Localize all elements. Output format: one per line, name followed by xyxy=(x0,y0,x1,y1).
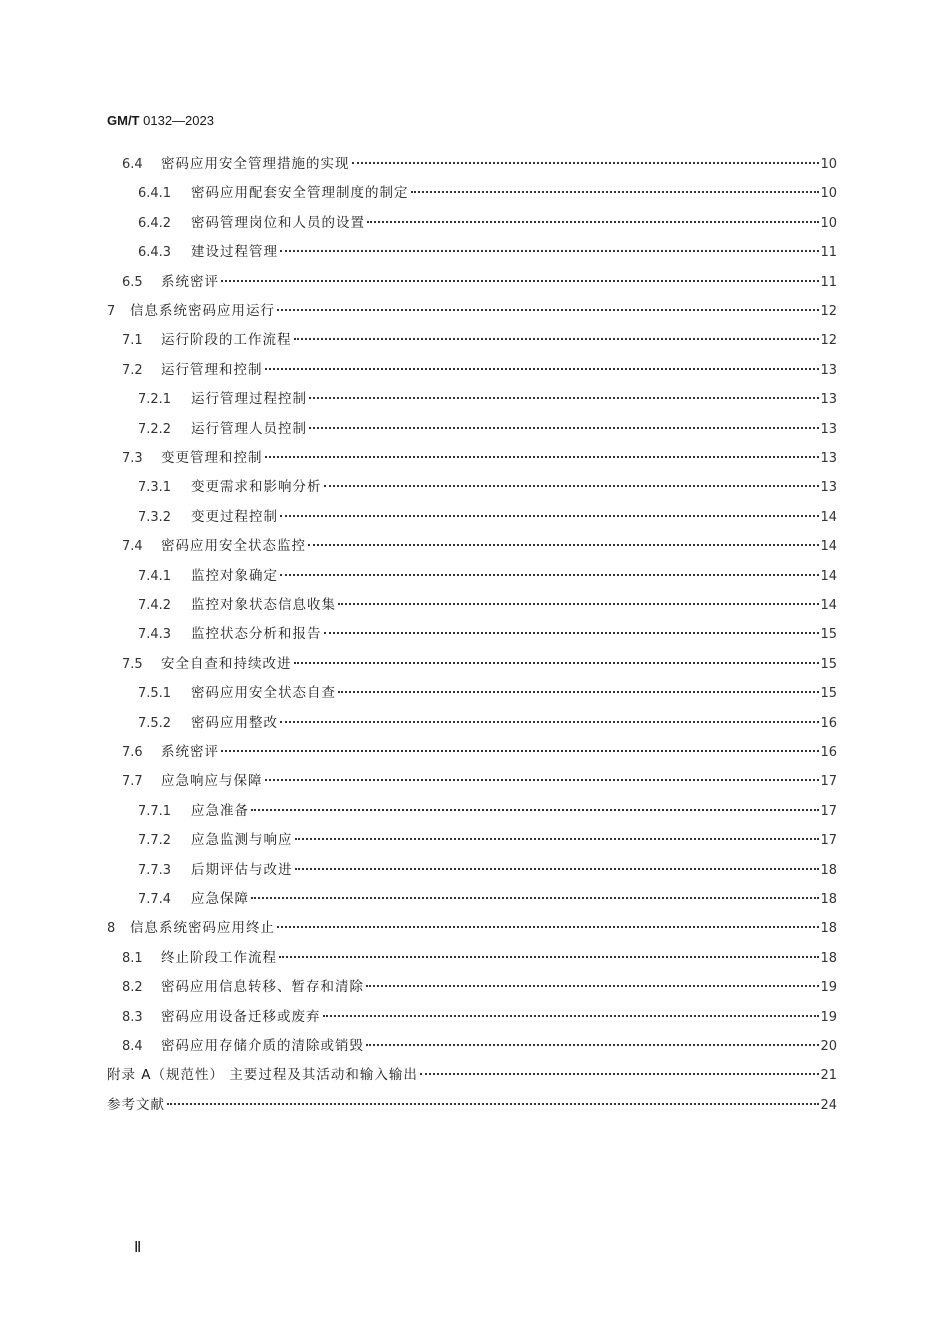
toc-entry-number: 7.2.1 xyxy=(138,392,172,408)
toc-entry-title: 终止阶段工作流程 xyxy=(161,949,277,966)
toc-entry[interactable] xyxy=(138,387,837,409)
toc-entry-number: 6.4.2 xyxy=(138,215,172,231)
toc-entry-number: 7.1 xyxy=(122,333,143,349)
toc-dot-leader xyxy=(265,368,820,370)
toc-entry-page: 14 xyxy=(820,568,837,584)
toc-entry-title: 监控对象状态信息收集 xyxy=(191,597,336,613)
standard-number: 0132—2023 xyxy=(143,113,214,128)
toc-entry-number: 6.4.3 xyxy=(138,245,172,261)
toc-entry-title: 密码应用安全状态自查 xyxy=(191,685,336,702)
toc-dot-leader xyxy=(323,1015,820,1017)
toc-entry-title: 运行管理过程控制 xyxy=(191,391,307,408)
toc-dot-leader xyxy=(280,515,819,517)
toc-dot-leader xyxy=(338,691,819,693)
toc-dot-leader xyxy=(294,338,820,340)
toc-entry[interactable] xyxy=(107,916,837,938)
toc-entry-page: 14 xyxy=(820,598,837,613)
toc-entry[interactable] xyxy=(138,475,837,497)
toc-entry-title: 运行管理和控制 xyxy=(161,361,263,378)
toc-entry-title: 密码应用存储介质的清除或销毁 xyxy=(161,1038,364,1054)
toc-entry-number: 8.1 xyxy=(122,950,143,966)
toc-dot-leader xyxy=(295,838,820,840)
toc-entry-page: 13 xyxy=(820,480,837,496)
toc-dot-leader xyxy=(366,1044,819,1046)
toc-entry[interactable] xyxy=(138,240,837,262)
toc-entry-page: 18 xyxy=(820,950,837,966)
toc-entry-title: 监控状态分析和报告 xyxy=(191,626,322,643)
toc-entry-title: 监控对象确定 xyxy=(191,567,278,584)
toc-entry-number: 7.3.2 xyxy=(138,509,172,525)
toc-entry-title: 应急监测与响应 xyxy=(191,832,293,849)
toc-entry-page: 15 xyxy=(820,686,837,702)
toc-entry-page: 17 xyxy=(820,833,837,849)
toc-entry[interactable] xyxy=(138,711,837,733)
toc-entry-page: 11 xyxy=(820,245,837,261)
toc-entry-number: 7.6 xyxy=(122,745,143,760)
toc-entry-page: 12 xyxy=(820,333,837,349)
toc-entry[interactable] xyxy=(138,593,837,615)
toc-entry-number: 8.3 xyxy=(122,1009,143,1025)
toc-dot-leader xyxy=(265,456,820,458)
page-number: Ⅱ xyxy=(134,1240,142,1256)
toc-entry-page: 13 xyxy=(820,421,837,437)
toc-entry-number: 7.7.4 xyxy=(138,892,172,907)
toc-entry-page: 18 xyxy=(820,921,837,937)
toc-entry[interactable] xyxy=(138,681,837,703)
toc-entry[interactable] xyxy=(138,858,837,880)
toc-entry-title: 运行阶段的工作流程 xyxy=(161,332,292,349)
toc-entry-page: 20 xyxy=(820,1039,837,1054)
toc-entry-title: 密码应用配套安全管理制度的制定 xyxy=(191,185,409,202)
toc-entry-page: 17 xyxy=(820,803,837,819)
toc-entry-number: 7.7.2 xyxy=(138,833,172,849)
toc-entry-title: 应急保障 xyxy=(191,891,249,907)
toc-entry-title: 运行管理人员控制 xyxy=(191,420,307,437)
toc-entry[interactable] xyxy=(107,1063,837,1085)
toc-entry-title: 系统密评 xyxy=(161,744,219,760)
toc-dot-leader xyxy=(251,809,819,811)
toc-entry-title: 参考文献 xyxy=(107,1096,165,1113)
toc-entry[interactable] xyxy=(107,1093,837,1115)
toc-entry-page: 11 xyxy=(820,274,837,290)
toc-dot-leader xyxy=(324,485,820,487)
toc-entry-title: 应急响应与保障 xyxy=(161,773,263,790)
toc-entry[interactable] xyxy=(122,975,837,997)
toc-dot-leader xyxy=(279,956,819,958)
toc-entry-page: 14 xyxy=(820,509,837,525)
toc-entry-title: 密码应用安全管理措施的实现 xyxy=(161,156,350,172)
toc-dot-leader xyxy=(280,574,819,576)
toc-entry-page: 16 xyxy=(820,745,837,760)
toc-entry-number: 7.7.3 xyxy=(138,862,172,878)
toc-entry[interactable] xyxy=(122,358,837,380)
toc-entry-number: 7.4.1 xyxy=(138,568,172,584)
toc-entry-page: 13 xyxy=(820,451,837,466)
toc-entry-number: 7.4 xyxy=(122,539,143,555)
toc-entry-title: 密码管理岗位和人员的设置 xyxy=(191,214,365,231)
toc-entry-number: 7.5 xyxy=(122,656,143,672)
toc-dot-leader xyxy=(265,779,820,781)
toc-dot-leader xyxy=(167,1103,819,1105)
toc-entry-page: 18 xyxy=(820,862,837,878)
toc-entry-number: 7.3 xyxy=(122,451,143,466)
toc-entry[interactable] xyxy=(122,769,837,791)
toc-entry[interactable] xyxy=(122,652,837,674)
toc-entry-page: 12 xyxy=(820,304,837,319)
toc-entry[interactable] xyxy=(138,417,837,439)
toc-entry[interactable] xyxy=(122,946,837,968)
toc-entry-page: 21 xyxy=(820,1068,837,1084)
toc-entry[interactable] xyxy=(138,505,837,527)
toc-entry-number: 7.4.3 xyxy=(138,627,172,643)
toc-dot-leader xyxy=(251,897,819,899)
toc-entry-page: 24 xyxy=(820,1097,837,1113)
toc-entry-title: 信息系统密码应用终止 xyxy=(130,920,275,937)
toc-entry[interactable] xyxy=(138,181,837,203)
toc-entry-page: 19 xyxy=(820,1009,837,1025)
toc-entry[interactable] xyxy=(138,887,837,909)
toc-dot-leader xyxy=(277,926,819,928)
toc-dot-leader xyxy=(367,221,819,223)
toc-entry-title: 附录 A（规范性） 主要过程及其活动和输入输出 xyxy=(107,1067,418,1084)
toc-dot-leader xyxy=(324,632,820,634)
toc-dot-leader xyxy=(277,309,819,311)
toc-entry-number: 6.5 xyxy=(122,274,143,290)
toc-entry-number: 7.2.2 xyxy=(138,421,172,437)
toc-entry[interactable] xyxy=(122,1005,837,1027)
toc-dot-leader xyxy=(294,662,820,664)
toc-entry-page: 15 xyxy=(820,656,837,672)
toc-entry-page: 17 xyxy=(820,774,837,790)
toc-dot-leader xyxy=(221,750,819,752)
toc-entry-number: 7.3.1 xyxy=(138,480,172,496)
toc-dot-leader xyxy=(420,1073,820,1075)
toc-entry[interactable] xyxy=(122,152,837,174)
toc-entry[interactable] xyxy=(122,534,837,556)
toc-entry-page: 18 xyxy=(820,892,837,907)
toc-entry-page: 19 xyxy=(820,980,837,996)
toc-dot-leader xyxy=(221,280,819,282)
toc-entry-title: 变更过程控制 xyxy=(191,508,278,525)
toc-entry-number: 7.5.1 xyxy=(138,686,172,702)
toc-entry[interactable] xyxy=(107,299,837,321)
toc-entry-page: 14 xyxy=(820,539,837,555)
toc-entry-number: 7.2 xyxy=(122,362,143,378)
toc-entry-title: 信息系统密码应用运行 xyxy=(130,303,275,319)
toc-entry-number: 8.2 xyxy=(122,980,143,996)
toc-entry-page: 13 xyxy=(820,392,837,408)
toc-entry-number: 7 xyxy=(107,304,116,319)
toc-entry[interactable] xyxy=(138,622,837,644)
toc-dot-leader xyxy=(338,603,819,605)
toc-entry-title: 密码应用设备迁移或废弃 xyxy=(161,1008,321,1025)
toc-entry[interactable] xyxy=(122,1034,837,1056)
toc-dot-leader xyxy=(366,985,819,987)
toc-entry-page: 13 xyxy=(820,362,837,378)
toc-entry-title: 安全自查和持续改进 xyxy=(161,655,292,672)
toc-entry[interactable] xyxy=(122,740,837,762)
toc-entry-title: 系统密评 xyxy=(161,273,219,290)
toc-entry[interactable] xyxy=(122,270,837,292)
standard-code: GM/T xyxy=(107,113,140,128)
toc-entry-title: 密码应用整改 xyxy=(191,714,278,731)
toc-entry-page: 16 xyxy=(820,715,837,731)
toc-entry-number: 7.4.2 xyxy=(138,598,172,613)
toc-dot-leader xyxy=(280,721,819,723)
toc-entry-number: 7.5.2 xyxy=(138,715,172,731)
toc-entry-page: 10 xyxy=(820,215,837,231)
toc-entry-page: 10 xyxy=(820,157,837,172)
document-header xyxy=(107,113,214,128)
toc-entry-title: 密码应用信息转移、暂存和清除 xyxy=(161,979,364,996)
toc-entry-number: 8 xyxy=(107,921,116,937)
toc-entry-title: 变更需求和影响分析 xyxy=(191,479,322,496)
toc-entry-number: 7.7.1 xyxy=(138,803,172,819)
toc-dot-leader xyxy=(309,397,819,399)
toc-entry-number: 6.4.1 xyxy=(138,186,172,202)
toc-entry-title: 后期评估与改进 xyxy=(191,861,293,878)
toc-entry-number: 7.7 xyxy=(122,774,143,790)
toc-entry-title: 应急准备 xyxy=(191,802,249,819)
toc-entry-page: 10 xyxy=(820,186,837,202)
toc-dot-leader xyxy=(352,162,820,164)
toc-entry-number: 8.4 xyxy=(122,1039,143,1054)
toc-dot-leader xyxy=(308,544,819,546)
toc-entry[interactable] xyxy=(122,446,837,468)
toc-dot-leader xyxy=(411,191,820,193)
toc-entry[interactable] xyxy=(138,564,837,586)
toc-entry-page: 15 xyxy=(820,627,837,643)
toc-dot-leader xyxy=(295,868,820,870)
toc-entry[interactable] xyxy=(138,799,837,821)
toc-entry-title: 密码应用安全状态监控 xyxy=(161,538,306,555)
toc-dot-leader xyxy=(280,250,819,252)
toc-entry-title: 变更管理和控制 xyxy=(161,450,263,466)
toc-entry-number: 6.4 xyxy=(122,157,143,172)
toc-entry[interactable] xyxy=(138,828,837,850)
toc-dot-leader xyxy=(309,427,819,429)
toc-entry-title: 建设过程管理 xyxy=(191,244,278,261)
toc-entry[interactable] xyxy=(122,328,837,350)
toc-entry[interactable] xyxy=(138,211,837,233)
